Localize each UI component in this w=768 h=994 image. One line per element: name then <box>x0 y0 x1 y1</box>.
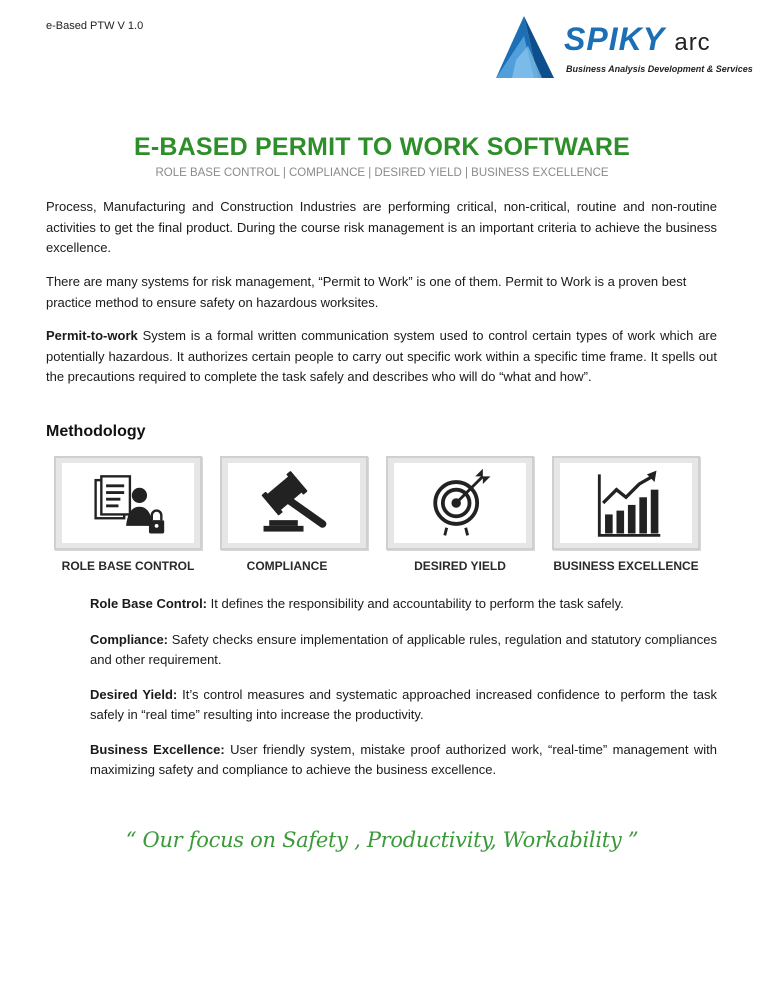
card-label-business-excellence: BUSINESS EXCELLENCE <box>553 559 699 573</box>
definition-text: Safety checks ensure implementation of applicable rules, regulation and statutory compliances and other requirement. <box>90 632 717 667</box>
definition-role-base-control <box>90 594 717 614</box>
business-excellence-card <box>552 456 700 550</box>
gavel-icon <box>228 463 360 543</box>
logo-brand-suffix: arc <box>674 29 711 56</box>
compliance-card <box>220 456 368 550</box>
permit-to-work-description: System is a formal written communication system used to control certain types of work which are potentially hazardous. It authorizes certain people to carry out specific work within a specific time frame. It spells out the precautions required to complete the task safely and describes who will do “what and how”. <box>46 328 717 384</box>
definition-term: Business Excellence: <box>90 742 225 757</box>
definition-term: Desired Yield: <box>90 687 178 702</box>
definition-term: Role Base Control: <box>90 596 208 611</box>
definition-business-excellence <box>90 740 717 779</box>
card-label-role-base-control: ROLE BASE CONTROL <box>61 559 195 573</box>
document-version: e-Based PTW V 1.0 <box>46 20 144 32</box>
role-base-control-card <box>54 456 202 550</box>
definition-text: User friendly system, mistake proof authorized work, “real-time” management with maximizing safety and compliance to achieve the business excellence. <box>90 742 717 777</box>
growth-chart-icon <box>560 463 692 543</box>
intro-paragraph-2: There are many systems for risk management, “Permit to Work” is one of them. Permit to Work is a proven best practice method to ensure safety on hazardous worksites. <box>46 274 687 310</box>
card-label-desired-yield: DESIRED YIELD <box>414 559 506 573</box>
definition-desired-yield <box>90 685 717 724</box>
intro-paragraph-1: Process, Manufacturing and Construction Industries are performing critical, non-critical, routine and non-routine activities to get the final product. During the course risk management is an important criteria to achieve the business excellence. <box>46 199 717 255</box>
methodology-heading: Methodology <box>46 423 146 440</box>
intro-paragraph-3 <box>46 326 717 388</box>
definition-text: It’s control measures and systematic approached increased confidence to perform the task safely in “real time” resulting into increase the productivity. <box>90 687 717 722</box>
definition-text: It defines the responsibility and accountability to perform the task safely. <box>207 596 624 611</box>
card-label-compliance: COMPLIANCE <box>246 559 328 573</box>
page-title: E-BASED PERMIT TO WORK SOFTWARE <box>133 133 631 161</box>
desired-yield-card <box>386 456 534 550</box>
spikyarc-logo <box>494 16 753 80</box>
target-icon <box>394 463 526 543</box>
permit-to-work-term: Permit-to-work <box>46 328 138 343</box>
documents-lock-icon <box>62 463 194 543</box>
definition-term: Compliance: <box>90 632 169 647</box>
logo-brand: SPIKY <box>564 21 665 57</box>
logo-tagline: Business Analysis Development & Services <box>566 64 753 74</box>
definition-compliance <box>90 630 717 669</box>
focus-quote: “ Our focus on Safety , Productivity, Workability ” <box>125 828 639 852</box>
page-subtitle: ROLE BASE CONTROL | COMPLIANCE | DESIRED YIELD | BUSINESS EXCELLENCE <box>155 167 609 179</box>
